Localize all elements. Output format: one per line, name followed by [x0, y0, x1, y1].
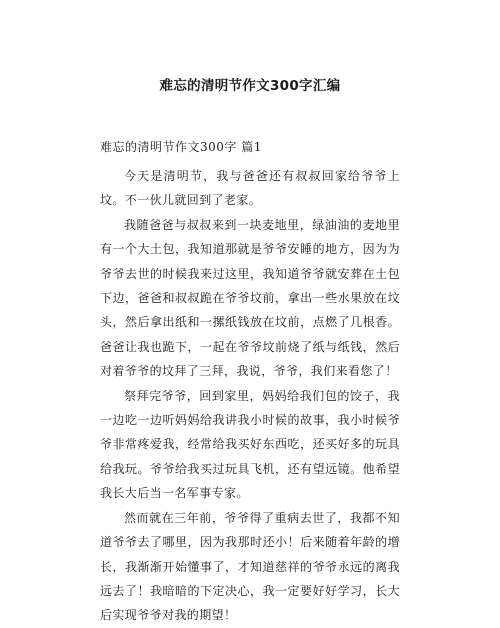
paragraph: 祭拜完爷爷，回到家里，妈妈给我们包的饺子，我一边吃一边听妈妈给我讲我小时候的故事，我小时候爷爷非常疼爱我，经常给我买好东西吃，还买好多的玩具给我玩。爷爷给我买过玩具飞机，还有望远镜。他希望我长大后当一名军事专家。: [100, 388, 400, 501]
document-body: [100, 164, 400, 628]
section-heading: 难忘的清明节作文300字 篇1: [100, 140, 262, 154]
paragraph: 今天是清明节，我与爸爸还有叔叔回家给爷爷上坟。不一伙儿就回到了老家。: [100, 169, 400, 208]
document-title: 难忘的清明节作文300字汇编: [159, 78, 341, 94]
paragraph: 然而就在三年前，爷爷得了重病去世了，我都不知道爷爷去了哪里，因为我那时还小！后来随着年龄的增长，我渐渐开始懂事了，才知道慈祥的爷爷永远的离我远去了！我暗暗的下定决心，我一定要好好学习，长大后实现爷爷对我的期望！: [100, 510, 400, 623]
paragraph: 我随爸爸与叔叔来到一块麦地里，绿油油的麦地里有一个大土包，我知道那就是爷爷安睡的地方，因为为爷爷去世的时候我来过这里，我知道爷爷就安葬在土包下边，爸爸和叔叔跪在爷爷坟前，拿出一些水果放在坟头，然后拿出纸和一摞纸钱放在坟前，点燃了几根香。爸爸让我也跪下，一起在爷爷坟前烧了纸与纸钱，然后对着爷爷的坟拜了三拜，我说，爷爷，我们来看您了！: [100, 217, 400, 379]
